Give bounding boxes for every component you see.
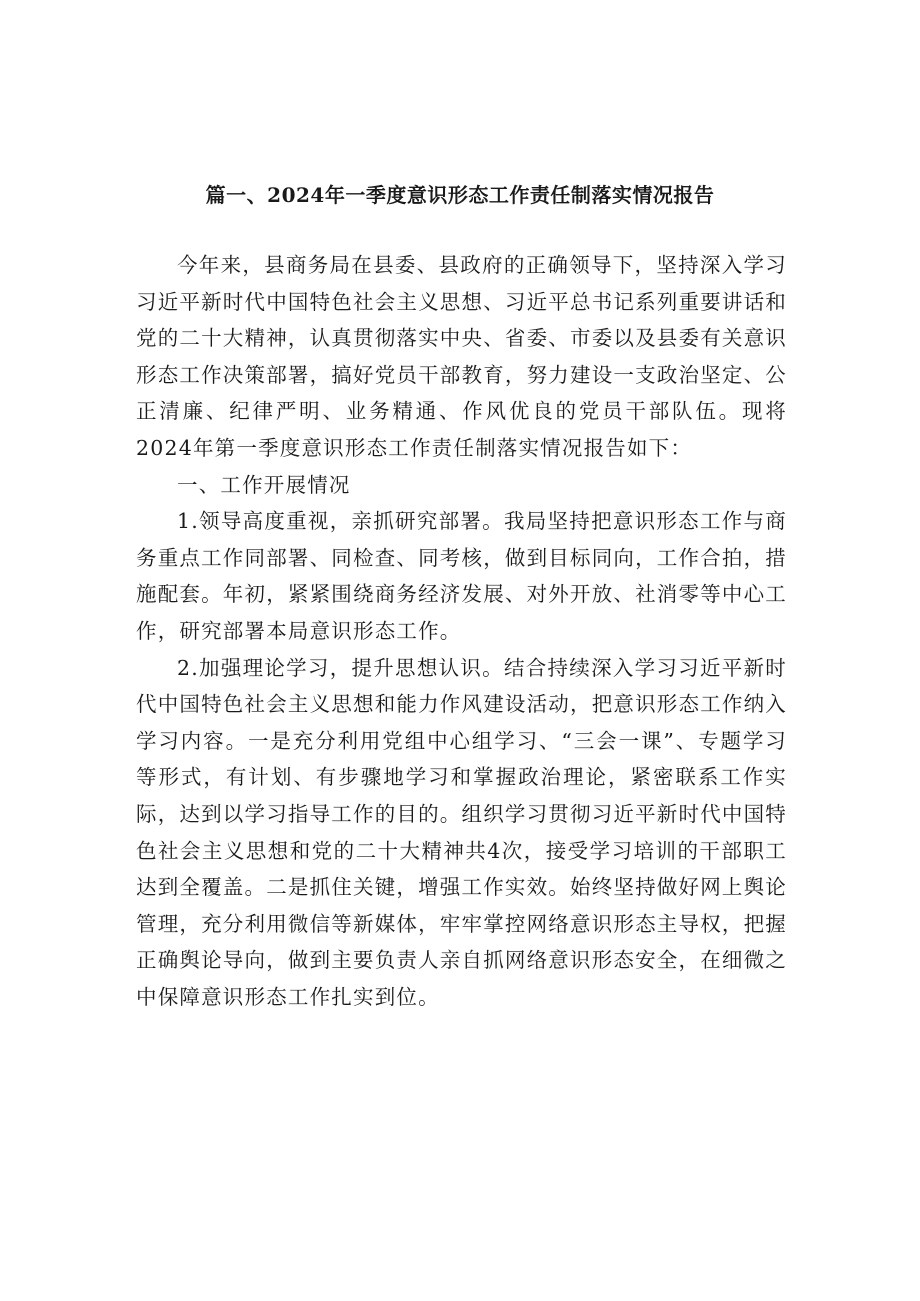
document-title: 篇一、2024年一季度意识形态工作责任制落实情况报告	[205, 183, 715, 207]
intro-paragraph: 今年来，县商务局在县委、县政府的正确领导下，坚持深入学习习近平新时代中国特色社会主义思想、习近平总书记系列重要讲话和党的二十大精神，认真贯彻落实中央、省委、市委以及县委有关意识形态工作决策部署，搞好党员干部教育，努力建设一支政治坚定、公正清廉、纪律严明、业务精通、作风优良的党员干部队伍。现将2024年第一季度意识形态工作责任制落实情况报告如下：	[136, 253, 787, 460]
item-paragraph-1: 1.领导高度重视，亲抓研究部署。我局坚持把意识形态工作与商务重点工作同部署、同检查、同考核，做到目标同向，工作合拍，措施配套。年初，紧紧围绕商务经济发展、对外开放、社消零等中心工作，研究部署本局意识形态工作。	[136, 509, 787, 643]
section-heading: 一、工作开展情况	[177, 472, 351, 497]
document-body	[136, 247, 787, 1015]
item-paragraph-2: 2.加强理论学习，提升思想认识。结合持续深入学习习近平新时代中国特色社会主义思想和能力作风建设活动，把意识形态工作纳入学习内容。一是充分利用党组中心组学习、“三会一课”、专题学习等形式，有计划、有步骤地学习和掌握政治理论，紧密联系工作实际，达到以学习指导工作的目的。组织学习贯彻习近平新时代中国特色社会主义思想和党的二十大精神共4次，接受学习培训的干部职工达到全覆盖。二是抓住关键，增强工作实效。始终坚持做好网上舆论管理，充分利用微信等新媒体，牢牢掌控网络意识形态主导权，把握正确舆论导向，做到主要负责人亲自抓网络意识形态安全，在细微之中保障意识形态工作扎实到位。	[136, 655, 787, 1009]
